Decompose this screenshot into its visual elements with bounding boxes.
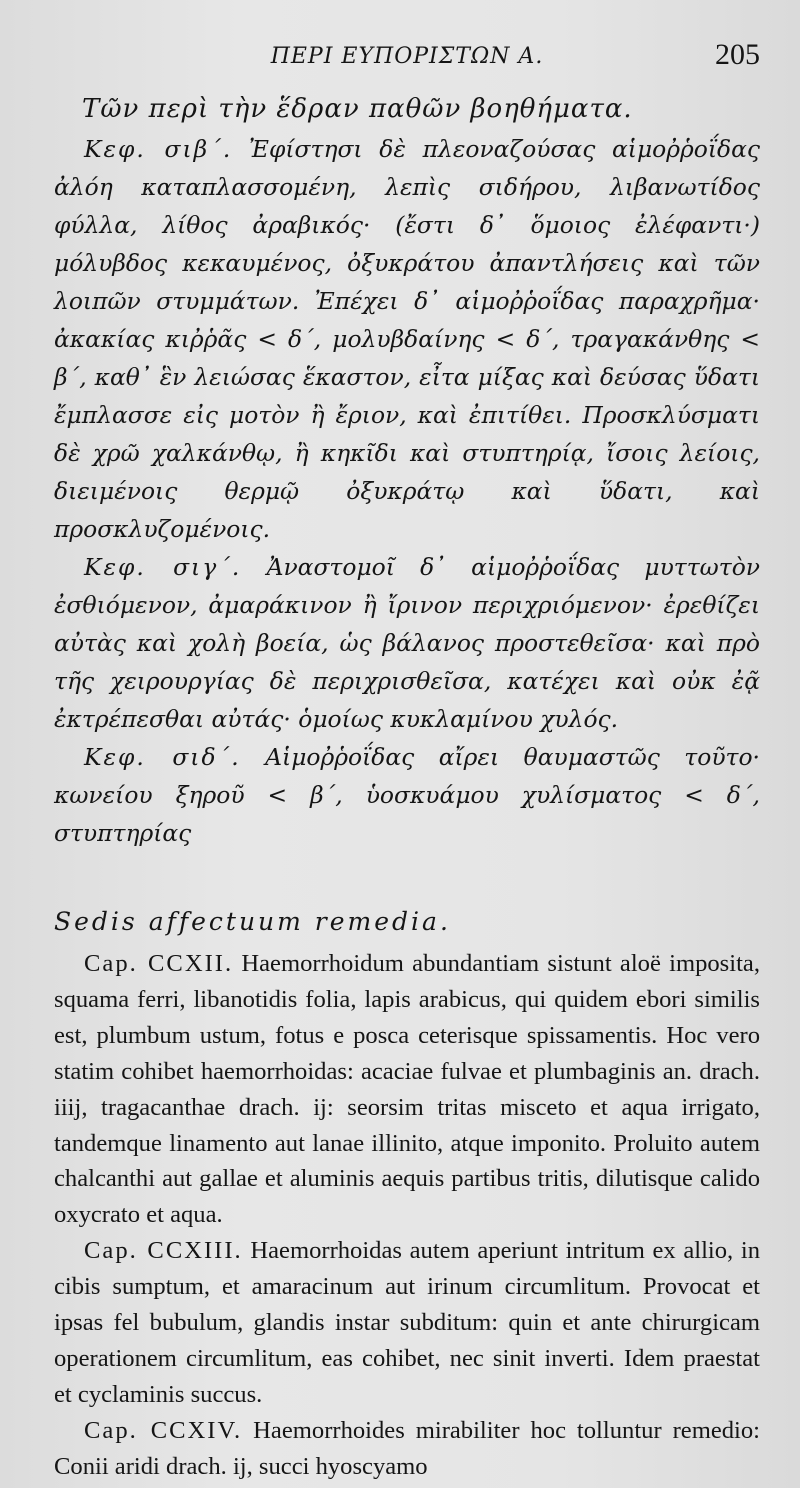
greek-chapter-label: Κεφ. σιδ΄.	[84, 743, 241, 771]
greek-text-section	[54, 88, 760, 852]
latin-chapter-212	[54, 946, 760, 1233]
latin-chapter-text: Haemorrhoides mirabiliter hoc tolluntur remedio: Conii aridi drach. ij, succi hyoscyamo	[54, 1416, 760, 1480]
greek-chapter-text: Αἱμοῤῥοΐδας αἴρει θαυμαστῶς τοῦτο· κωνείου ξηροῦ < β΄, ὑοσκυάμου χυλίσματος < δ΄, στυπτηρίας	[54, 743, 760, 847]
running-head: ΠΕΡΙ ΕΥΠΟΡΙΣΤΩΝ Α.	[270, 44, 544, 69]
page-number: 205	[715, 38, 760, 71]
greek-chapter-212	[54, 130, 760, 548]
latin-section-title: Sedis affectuum remedia.	[54, 907, 451, 936]
latin-chapter-label: Cap. CCXIII.	[84, 1237, 243, 1265]
latin-chapter-214	[54, 1413, 760, 1485]
greek-chapter-213	[54, 548, 760, 738]
latin-chapter-text: Haemorrhoidum abundantiam sistunt aloë imposita, squama ferri, libanotidis folia, lapis arabicus, qui quidem ebori similis est, plumbum ustum, fotus e posca ceterisque spissamentis. Hoc vero statim cohibet haemorrhoidas: acaciae fulvae et plumbaginis an. drach. iiij, tragacanthae drach. ij: seorsim tritas misceto et aqua irrigato, tandemque linamento aut lanae illinito, atque imponito. Proluito autem chalcanthi aut gallae et aluminis aequis partibus tritis, dilutisque calido oxycrato et aqua.	[54, 950, 760, 1229]
latin-text-section	[54, 902, 760, 1485]
greek-section-title: Τῶν περὶ τὴν ἕδραν παθῶν βοηθήματα.	[82, 94, 633, 124]
greek-chapter-label: Κεφ. σιγ΄.	[84, 553, 242, 581]
latin-chapter-label: Cap. CCXII.	[84, 950, 234, 977]
greek-chapter-text: Ἀναστομοῖ δ᾽ αἱμοῤῥοΐδας μυττωτὸν ἐσθιόμενον, ἀμαράκινον ἢ ἴρινον περιχριόμενον· ἐρεθίζει αὐτὰς καὶ χολὴ βοεία, ὡς βάλανος προστεθεῖσα· καὶ πρὸ τῆς χειρουργίας δὲ περιχρισθεῖσα, κατέχει καὶ οὐκ ἐᾷ ἐκτρέπεσθαι αὐτάς· ὁμοίως κυκλαμίνου χυλός.	[54, 553, 760, 733]
latin-chapter-label: Cap. CCXIV.	[84, 1416, 243, 1444]
latin-chapter-text: Haemorrhoidas autem aperiunt intritum ex allio, in cibis sumptum, et amaracinum aut irinum circumlitum. Provocat et ipsas fel bubulum, glandis instar subditum: quin et ante chirurgicam operationem circumlitum, eas cohibet, nec sinit inverti. Idem praestat et cyclaminis succus.	[54, 1237, 760, 1408]
greek-chapter-214	[54, 738, 760, 852]
greek-chapter-label: Κεφ. σιβ΄.	[84, 135, 233, 163]
latin-chapter-213	[54, 1233, 760, 1413]
section-gap	[54, 852, 760, 894]
page-header	[54, 34, 760, 88]
greek-chapter-text: Ἐφίστησι δὲ πλεοναζούσας αἱμοῤῥοΐδας ἀλόη καταπλασσομένη, λεπὶς σιδήρου, λιβανωτίδος φύλλα, λίθος ἀραβικός· (ἔστι δ᾽ ὅμοιος ἐλέφαντι·) μόλυβδος κεκαυμένος, ὀξυκράτου ἀπαντλήσεις καὶ τῶν λοιπῶν στυμμάτων. Ἐπέχει δ᾽ αἱμοῤῥοΐδας παραχρῆμα· ἀκακίας κιῤῥᾶς < δ΄, μολυβδαίνης < δ΄, τραγακάνθης < β΄, καθ᾽ ἓν λειώσας ἕκαστον, εἶτα μίξας καὶ δεύσας ὕδατι ἔμπλασσε εἰς μοτὸν ἢ ἔριον, καὶ ἐπιτίθει. Προσκλύσματι δὲ χρῶ χαλκάνθῳ, ἢ κηκῖδι καὶ στυπτηρίᾳ, ἴσοις λείοις, διειμένοις θερμῷ ὀξυκράτῳ καὶ ὕδατι, καὶ προσκλυζομένοις.	[54, 135, 760, 543]
